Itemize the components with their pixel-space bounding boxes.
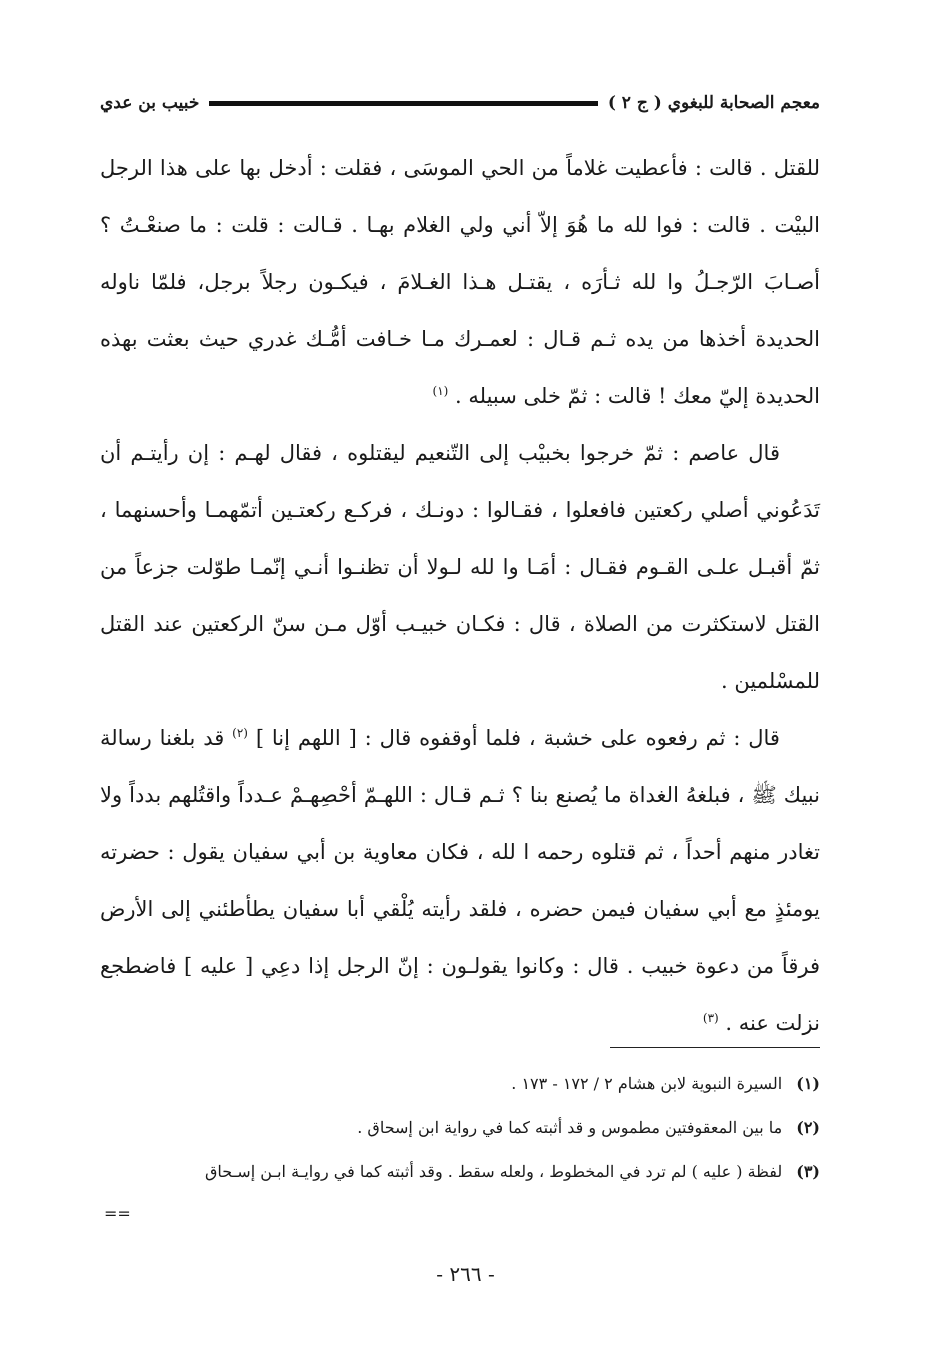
paragraph	[100, 140, 820, 425]
footnote-text: ما بين المعقوفتين مطموس و قد أثبته كما في رواية ابن إسحاق .	[357, 1118, 783, 1137]
paragraph-text: قال عاصم : ثمّ خرجوا بخبيْب إلى التّنعيم ليقتلوه ، فقال لهـم : إن رأيتـم أن تَدَعُوني أصلي ركعتين فافعلوا ، فقـالوا : دونـك ، فركـع ركعتـين أتمّهمـا وأحسنهما ، ثمّ أقبـل علـى القـوم فقـال : أمَـا وا لله لـولا أن تظنـوا أنـي إنّمـا طوّلت جزعاً من القتل لاستكثرت من الصلاة ، قال : فكـان خبيـب أوّل مـن سنّ الركعتين عند القتل للمسْلمين .	[100, 441, 820, 693]
continuation-mark: ==	[104, 1204, 131, 1223]
body-text	[100, 140, 820, 1052]
page-number: - ٢٦٦ -	[436, 1262, 495, 1286]
footnote-marker[interactable]: (١)	[432, 384, 449, 398]
footnote-number: (٣)	[796, 1162, 820, 1181]
paragraph-text: قال : ثم رفعوه على خشبة ، فلما أوقفوه قال : [ اللهم إنا ]	[255, 726, 780, 750]
footnote-item	[100, 1062, 820, 1106]
footnote-text: لفظة ( عليه ) لم ترد في المخطوط ، ولعله سقط . وقد أثبته كما في روايـة ابـن إسـحاق	[204, 1162, 783, 1181]
footnote-text: السيرة النبوية لابن هشام ٢ / ١٧٢ - ١٧٣ .	[511, 1074, 783, 1093]
paragraph-text: قد بلغنا رسالة نبيك ﷺ ، فبلغهُ الغداة ما يُصنع بنا ؟ ثـم قـال : اللهـمّ أحْصِهـمْ عـدداً واقتُلهم بدداً ولا تغادر منهم أحداً ، ثم قتلوه رحمه ا لله ، فكان معاوية بن أبي سفيان يقول : حضرته يومئذٍ مع أبي سفيان فيمن حضره ، فلقد رأيته يُلْقي أبا سفيان يطأطئني إلى الأرض فرقاً من دعوة خبيب . قال : وكانوا يقولـون : إنّ الرجل إذا دعِي [ عليه ] فاضطجع نزلت عنه .	[100, 726, 820, 1035]
footnotes	[100, 1062, 820, 1194]
footnote-separator	[610, 1047, 820, 1048]
book-title: معجم الصحابة للبغوي ( ج ٢ )	[607, 93, 820, 113]
footnote-marker[interactable]: (٢)	[232, 726, 248, 740]
running-header	[100, 88, 820, 118]
paragraph-text: للقتل . قالت : فأعطيت غلاماً من الحي الموسَى ، فقلت : أدخل بها على هذا الرجل البيْت . قالت : فوا لله ما هُوَ إلاّ أني ولي الغلام بهـا . قـالت : قلت : ما صنعْـتُ ؟ أصـابَ الرّجـلُ وا لله ثـأرَه ، يقتـل هـذا الغـلامَ ، فيكـون رجلاً برجل، فلمّا ناوله الحديدة أخذها من يده ثـم قـال : لعمـرك مـا خـافت أمُّـك غدري حيث بعثت بهذه الحديدة إليّ معك ! قالت : ثمّ خلى سبيله .	[100, 156, 820, 408]
footnote-number: (١)	[796, 1074, 820, 1093]
footnote-item	[100, 1150, 820, 1194]
paragraph	[100, 425, 820, 710]
footnote-marker[interactable]: (٣)	[702, 1011, 719, 1025]
footnote-item	[100, 1106, 820, 1150]
paragraph	[100, 710, 820, 1052]
header-rule	[209, 101, 597, 106]
entry-name: خبيب بن عدي	[100, 93, 200, 113]
footnote-number: (٢)	[796, 1118, 820, 1137]
